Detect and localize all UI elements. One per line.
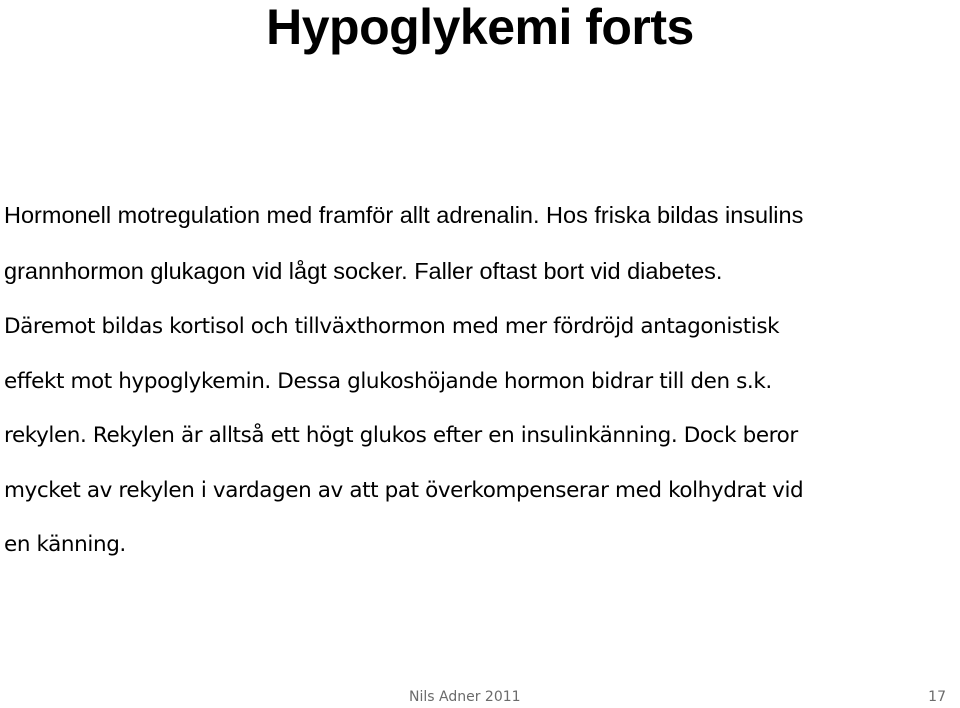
slide-title: Hypoglykemi forts (266, 0, 694, 55)
body-line-4: effekt mot hypoglykemin. Dessa glukoshöjande hormon bidrar till den s.k. (4, 369, 772, 394)
footer-author: Nils Adner 2011 (409, 689, 521, 705)
body-line-6: mycket av rekylen i vardagen av att pat överkompenserar med kolhydrat vid (4, 478, 804, 503)
body-line-1: Hormonell motregulation med framför allt adrenalin. Hos friska bildas insulins (4, 202, 804, 228)
body-line-2: grannhormon glukagon vid lågt socker. Faller oftast bort vid diabetes. (4, 258, 723, 284)
footer-page-number: 17 (928, 689, 946, 705)
body-line-5: rekylen. Rekylen är alltså ett högt glukos efter en insulinkänning. Dock beror (4, 423, 798, 448)
body-line-3: Däremot bildas kortisol och tillväxthormon med mer fördröjd antagonistisk (4, 314, 780, 339)
body-line-7: en känning. (4, 532, 126, 557)
